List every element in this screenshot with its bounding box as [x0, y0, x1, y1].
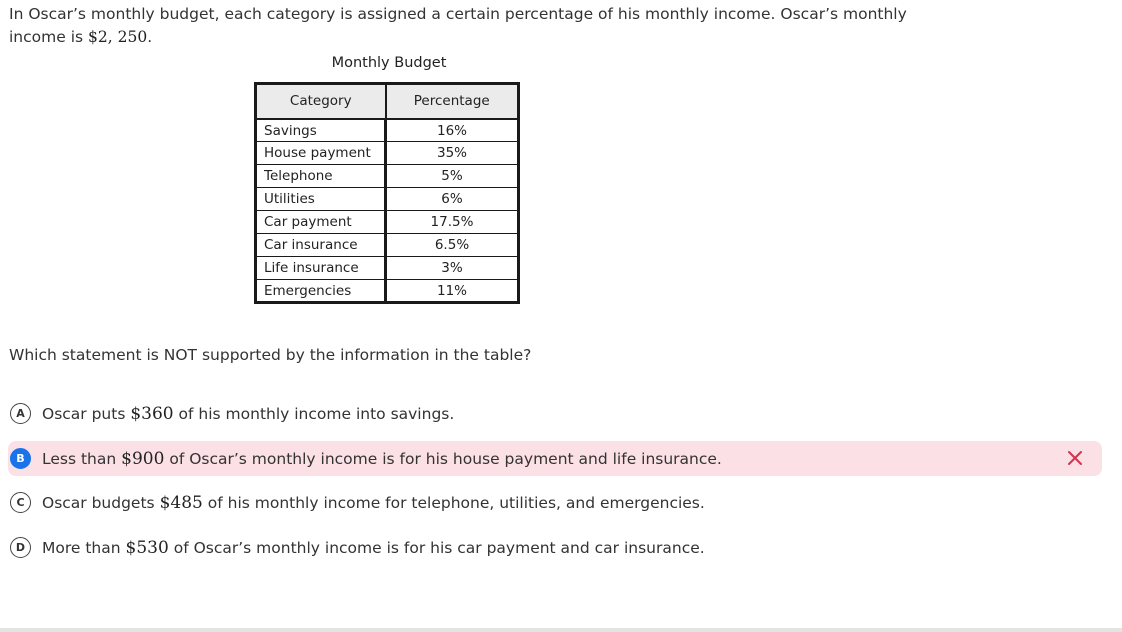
percentage-cell: 35% — [386, 142, 519, 165]
choice-a[interactable] — [8, 396, 1102, 431]
question-text: Which statement is NOT supported by the information in the table? — [9, 346, 532, 364]
choice-c-text[interactable] — [42, 493, 705, 513]
choice-amount: $900 — [121, 448, 165, 469]
percentage-cell: 6% — [386, 188, 519, 211]
choice-amount: $485 — [159, 492, 203, 513]
category-cell: Telephone — [256, 165, 386, 188]
choice-letter-badge[interactable]: C — [10, 492, 31, 513]
percentage-cell: 17.5% — [386, 211, 519, 234]
budget-table — [254, 82, 520, 304]
choice-letter-badge[interactable]: D — [10, 537, 31, 558]
category-cell: Car insurance — [256, 234, 386, 257]
choice-amount: $360 — [130, 403, 174, 424]
choice-text-after: of his monthly income into savings. — [173, 404, 455, 423]
table-row — [256, 257, 519, 280]
choice-text-after: of his monthly income for telephone, utilities, and emergencies. — [202, 493, 705, 512]
choice-text-before: Oscar puts — [42, 404, 131, 423]
choice-amount: $530 — [125, 537, 169, 558]
choice-b[interactable] — [8, 441, 1102, 476]
category-cell: Emergencies — [256, 280, 386, 303]
category-cell: House payment — [256, 142, 386, 165]
percentage-cell: 11% — [386, 280, 519, 303]
choice-d-text[interactable] — [42, 538, 705, 558]
choice-b-text[interactable] — [42, 449, 722, 469]
intro-period: . — [147, 28, 153, 46]
close-icon[interactable] — [1066, 449, 1084, 467]
choice-d[interactable] — [8, 530, 1102, 565]
table-row — [256, 188, 519, 211]
category-cell: Savings — [256, 119, 386, 142]
table-row — [256, 234, 519, 257]
choice-text-after: of Oscar’s monthly income is for his house payment and life insurance. — [164, 449, 722, 468]
table-header-row — [256, 84, 519, 119]
percentage-cell: 6.5% — [386, 234, 519, 257]
choice-text-before: Oscar budgets — [42, 493, 160, 512]
percentage-cell: 16% — [386, 119, 519, 142]
table-row — [256, 211, 519, 234]
intro-text: In Oscar’s monthly budget, each category is assigned a certain percentage of his monthly income. Oscar’s monthly income is — [9, 5, 907, 46]
choice-text-before: More than — [42, 538, 126, 557]
category-cell: Car payment — [256, 211, 386, 234]
category-cell: Life insurance — [256, 257, 386, 280]
choice-letter-badge[interactable]: B — [10, 448, 31, 469]
intro-paragraph — [9, 3, 919, 49]
choice-text-after: of Oscar’s monthly income is for his car payment and car insurance. — [168, 538, 705, 557]
choice-text-before: Less than — [42, 449, 122, 468]
bottom-divider — [0, 628, 1122, 632]
category-cell: Utilities — [256, 188, 386, 211]
header-category: Category — [256, 84, 386, 119]
choice-c[interactable] — [8, 485, 1102, 520]
percentage-cell: 5% — [386, 165, 519, 188]
table-row — [256, 165, 519, 188]
table-row — [256, 142, 519, 165]
table-row — [256, 119, 519, 142]
table-title: Monthly Budget — [331, 55, 447, 71]
header-percentage: Percentage — [386, 84, 519, 119]
choice-letter-badge[interactable]: A — [10, 403, 31, 424]
table-row — [256, 280, 519, 303]
percentage-cell: 3% — [386, 257, 519, 280]
monthly-income-amount: $2, 250 — [88, 28, 148, 46]
choice-a-text[interactable] — [42, 404, 454, 424]
